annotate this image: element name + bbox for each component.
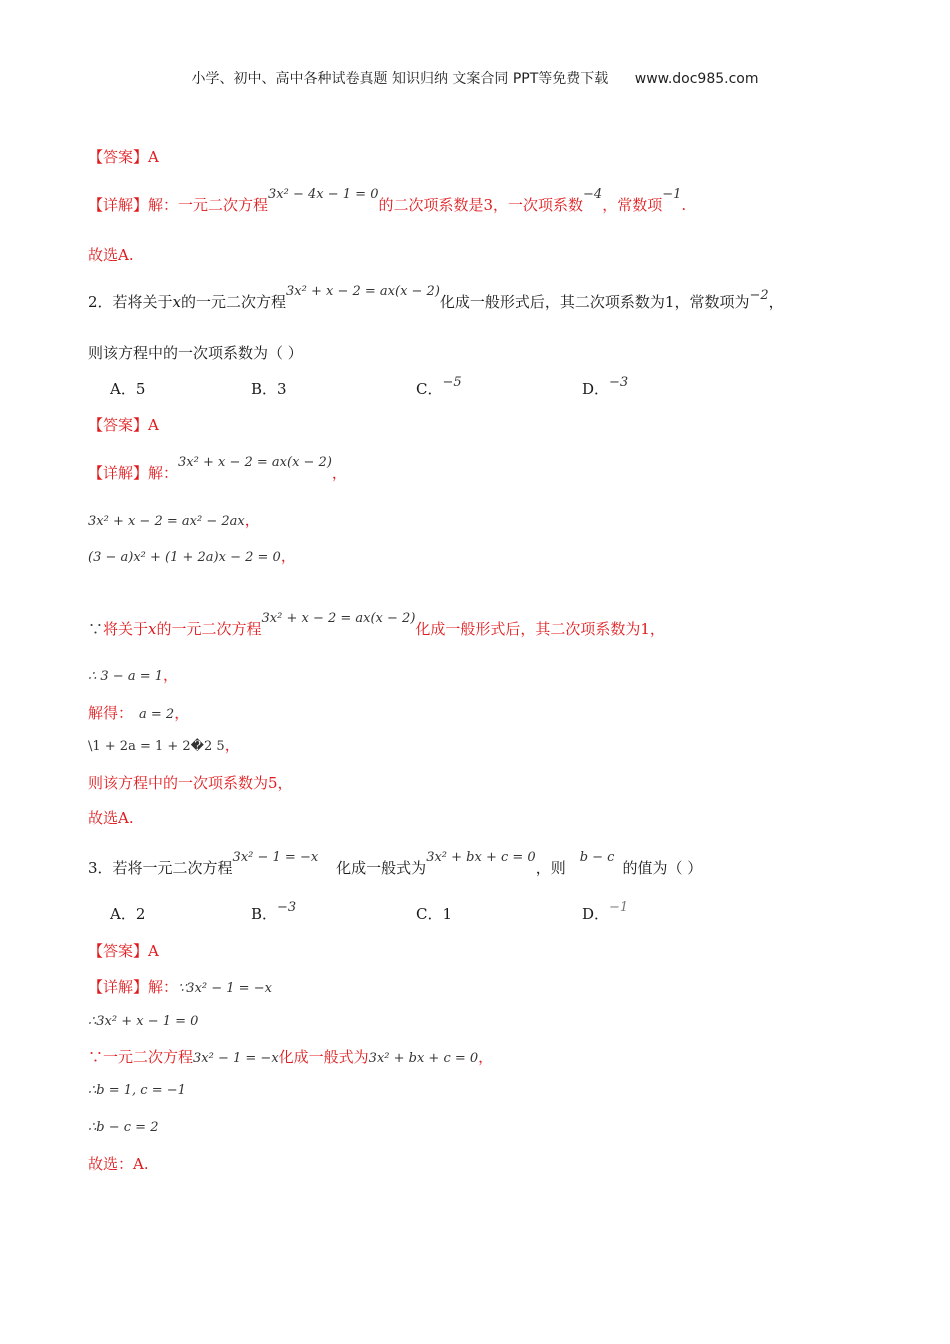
q2-therefore-end: ，: [163, 666, 179, 684]
q3-because-symbol: ∵: [88, 1048, 104, 1066]
q2-calc: [88, 734, 240, 755]
q3-step5-eq: ∴b − c = 2: [88, 1120, 159, 1135]
q3-option-a-label: A．: [110, 905, 136, 923]
q3-option-b-label: B．: [251, 905, 278, 923]
q3-answer: 【答案】A: [88, 942, 159, 960]
q3-stem-mid2: ，则: [535, 859, 566, 877]
q2-stem-pre: 2．若将关于: [88, 293, 173, 311]
q2-step2-end: ，: [244, 511, 260, 529]
q2-stem-post: 化成一般形式后，其二次项系数为1，常数项为: [439, 293, 750, 311]
q2-step3-end: ，: [280, 547, 296, 565]
q2-answer: 【答案】A: [88, 416, 159, 434]
q2-stem-end: ，: [768, 293, 784, 311]
q1-detail-label: 【详解】: [88, 196, 149, 214]
q2-stem-line2: 则该方程中的一次项系数为（ ）: [88, 344, 303, 362]
q2-step1-end: ，: [331, 464, 347, 482]
q2-detail: [88, 455, 347, 483]
q3-option-d-value: −1: [609, 900, 629, 915]
q3-stem-mid: 化成一般式为: [336, 859, 427, 877]
q2-step1: 3x² + x − 2 = ax(x − 2): [178, 455, 332, 470]
q2-choose: 故选A.: [88, 809, 134, 827]
q2-option-c: [416, 375, 462, 399]
q3-option-d: [582, 900, 629, 924]
q3-equation2: 3x² + bx + c = 0: [426, 850, 536, 865]
q2-stem: [88, 284, 784, 312]
q3-detail-label: 【详解】: [88, 978, 149, 996]
q2-because-text1: 将关于: [103, 620, 149, 638]
q2-because-var-x: x: [148, 620, 157, 638]
q2-option-a: [110, 378, 145, 399]
q2-solve-end: ，: [174, 704, 190, 722]
q2-option-b-value: 3: [277, 380, 287, 398]
q2-const: −2: [749, 288, 769, 303]
q3-option-a: [110, 903, 145, 924]
q2-calc-eq: \1 + 2a = 1 + 2�2 5: [88, 739, 225, 754]
q2-equation: 3x² + x − 2 = ax(x − 2): [286, 284, 440, 299]
q3-because-text2: 化成一般式为: [278, 1048, 369, 1066]
q1-text-mid2: ，常数项: [602, 196, 663, 214]
q1-answer: 【答案】A: [88, 148, 159, 166]
q2-solve-label: 解得：: [88, 704, 134, 722]
q3-option-d-label: D．: [582, 905, 610, 923]
q2-var-x: x: [172, 293, 182, 311]
q3-step2: [88, 1011, 198, 1029]
q2-therefore-eq: ∴ 3 − a = 1: [88, 669, 164, 684]
q2-option-b-label: B．: [251, 380, 278, 398]
q3-expr: b − c: [579, 850, 615, 865]
q2-option-a-value: 5: [135, 380, 146, 398]
q3-equation: 3x² − 1 = −x: [232, 850, 319, 865]
q2-calc-end: ，: [224, 736, 240, 754]
q1-detail: [88, 187, 687, 215]
q2-because: [88, 611, 665, 639]
q2-because-eq: 3x² + x − 2 = ax(x − 2): [261, 611, 416, 626]
q2-conclusion: 则该方程中的一次项系数为5，: [88, 774, 293, 792]
header-site: www.doc985.com: [634, 71, 759, 87]
q1-end: .: [681, 196, 687, 214]
q3-option-a-value: 2: [135, 905, 146, 923]
q3-choose: 故选：A.: [88, 1155, 149, 1173]
q2-option-b: [251, 378, 287, 399]
q1-coef-b: −4: [583, 187, 603, 202]
q2-option-d-label: D．: [582, 380, 610, 398]
q2-because-symbol: ∵: [88, 620, 104, 638]
q3-because-eq: 3x² − 1 = −x: [193, 1051, 279, 1066]
q2-step2: [88, 509, 260, 530]
q3-step2-eq: ∴3x² + x − 1 = 0: [88, 1014, 199, 1029]
q2-solve-eq: a = 2: [139, 707, 175, 722]
q2-option-d-value: −3: [609, 375, 629, 390]
q3-step4-eq: ∴b = 1, c = −1: [88, 1083, 186, 1098]
q1-text-mid: 的二次项系数是3，一次项系数: [378, 196, 584, 214]
q3-because-eq2: 3x² + bx + c = 0: [368, 1051, 479, 1066]
q1-choose: 故选A.: [88, 246, 134, 264]
q3-detail-prefix: 解：: [148, 978, 179, 996]
q3-step4: [88, 1080, 186, 1098]
q3-detail: [88, 976, 272, 997]
q2-stem-mid: 的一元二次方程: [181, 293, 287, 311]
q2-detail-prefix: 解：: [148, 464, 179, 482]
q3-because-end: ，: [478, 1048, 494, 1066]
q3-option-b-value: −3: [277, 900, 297, 915]
q2-because-text2: 的一元二次方程: [156, 620, 262, 638]
header-text: 小学、初中、高中各种试卷真题 知识归纳 文案合同 PPT等免费下载: [191, 71, 609, 87]
q2-option-a-label: A．: [110, 380, 136, 398]
page-header: [0, 68, 950, 88]
q2-option-d: [582, 375, 629, 399]
q2-option-c-label: C．: [416, 380, 443, 398]
q3-step1: ∵3x² − 1 = −x: [178, 981, 272, 996]
q3-option-c-value: 1: [442, 905, 453, 923]
q2-step3: [88, 545, 296, 566]
q3-option-c-label: C．: [416, 905, 443, 923]
q2-detail-label: 【详解】: [88, 464, 149, 482]
q3-option-b: [251, 900, 297, 924]
q1-equation: 3x² − 4x − 1 = 0: [268, 187, 379, 202]
q1-coef-c: −1: [662, 187, 682, 202]
q3-because: [88, 1046, 493, 1067]
q3-stem-pre: 3．若将一元二次方程: [88, 859, 233, 877]
q3-stem-end: 的值为（ ）: [622, 859, 703, 877]
q1-detail-prefix: 解：一元二次方程: [148, 196, 269, 214]
q2-step2-eq: 3x² + x − 2 = ax² − 2ax: [88, 514, 245, 529]
q3-because-text1: 一元二次方程: [103, 1048, 194, 1066]
q3-option-c: [416, 903, 452, 924]
q2-step3-eq: (3 − a)x² + (1 + 2a)x − 2 = 0: [88, 550, 281, 565]
q3-step5: [88, 1117, 158, 1135]
q2-therefore: [88, 664, 178, 685]
q2-because-text3: 化成一般形式后，其二次项系数为1，: [415, 620, 665, 638]
q2-option-c-value: −5: [442, 375, 462, 390]
q3-stem: [88, 850, 703, 878]
q2-solve: [88, 702, 189, 723]
